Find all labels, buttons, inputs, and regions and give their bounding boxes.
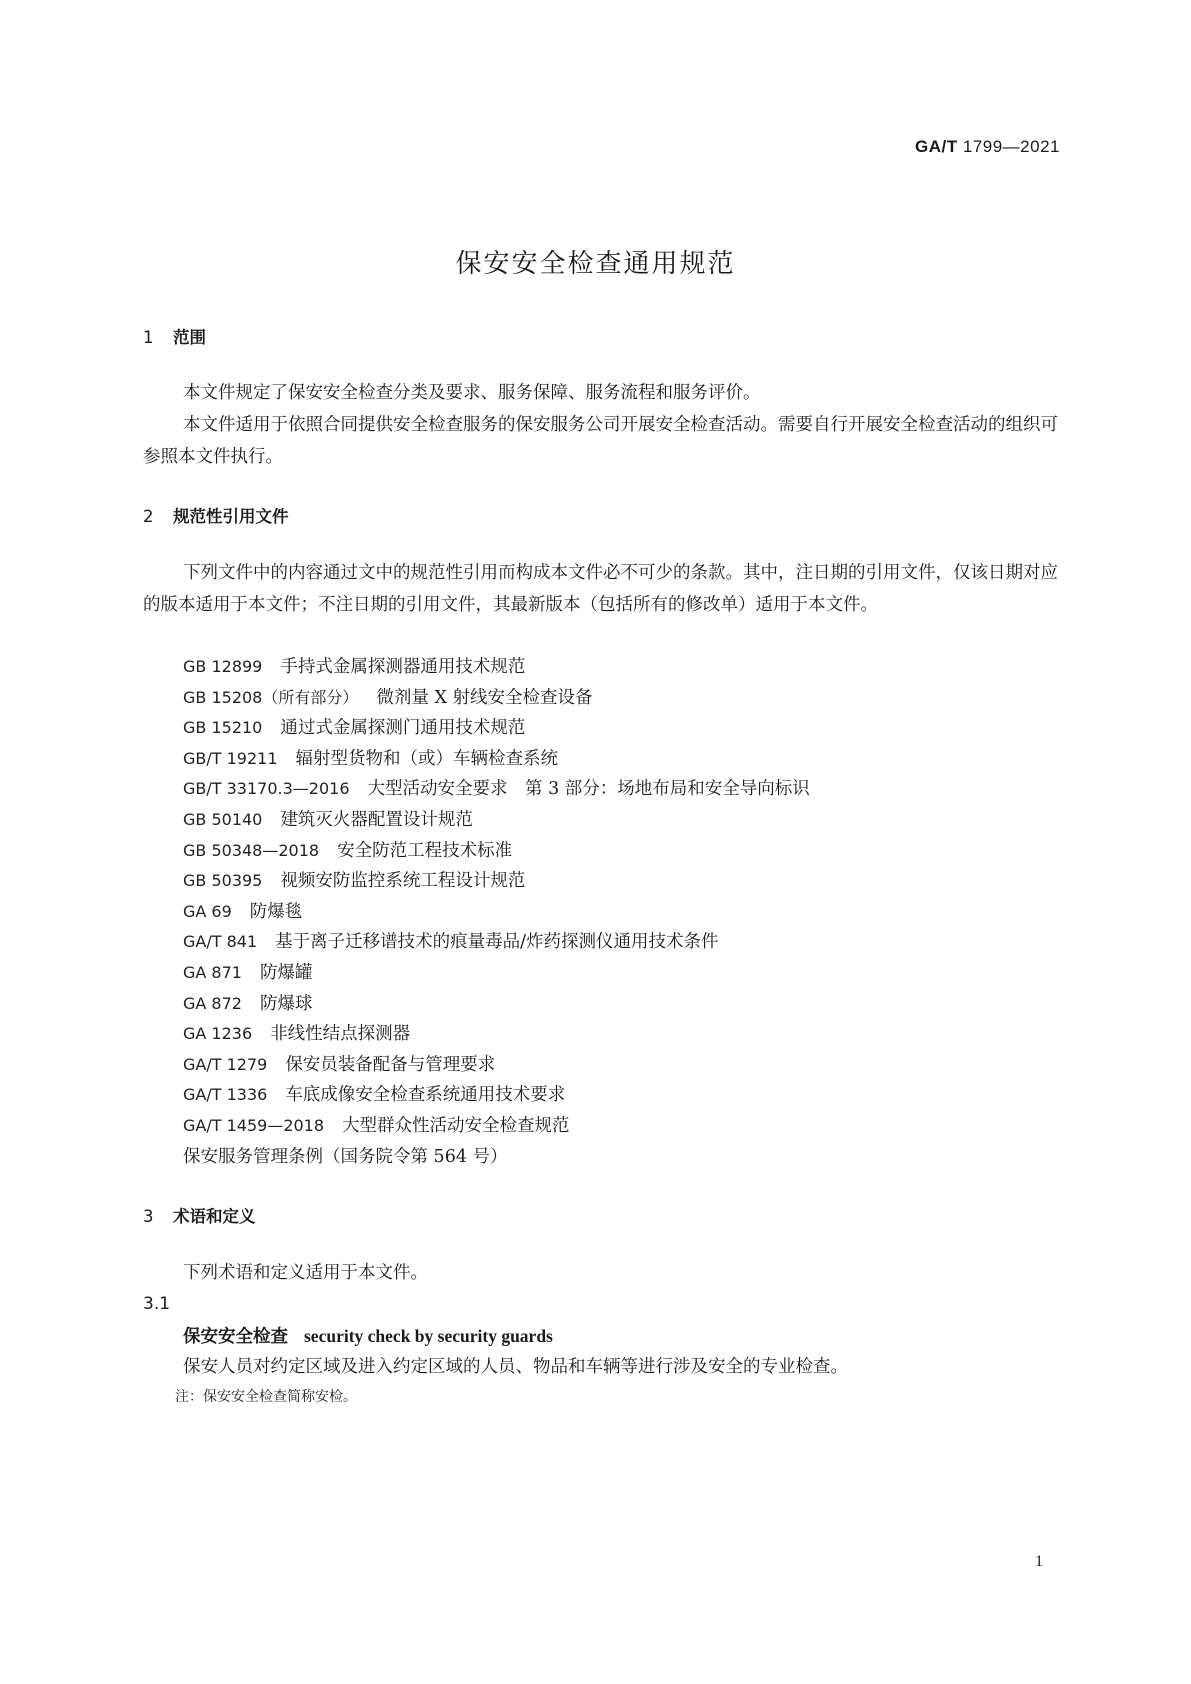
reference-item (183, 959, 312, 984)
reference-code: GB 15210 (183, 718, 263, 738)
reference-item (183, 898, 302, 923)
reference-item (183, 867, 525, 892)
reference-title: 防爆毯 (249, 901, 303, 922)
reference-code: GB 12899 (183, 657, 263, 676)
reference-title: 视频安防监控系统工程设计规范 (280, 871, 526, 892)
reference-item (183, 775, 810, 800)
reference-code: GB/T 19211 (183, 748, 278, 768)
section-3-intro: 下列术语和定义适用于本文件。 (183, 1263, 428, 1283)
section-number: 1 (143, 328, 154, 347)
section-1-heading (143, 324, 206, 348)
section-number: 3 (143, 1207, 154, 1226)
reference-title: 防爆罐 (259, 963, 313, 983)
reference-title: 通过式金属探测门通用技术规范 (280, 718, 526, 739)
reference-title: 车底成像安全检查系统通用技术要求 (285, 1085, 566, 1106)
section-number: 2 (143, 507, 154, 526)
reference-code: GA/T 1279 (183, 1054, 268, 1074)
page-number: 1 (1035, 1553, 1043, 1570)
reference-item (183, 1051, 495, 1076)
reference-title: 非线性结点探测器 (270, 1024, 411, 1045)
section-3-heading (143, 1203, 256, 1227)
reference-title: 安全防范工程技术标准 (337, 840, 513, 861)
term-note: 注：保安安全检查简称安检。 (175, 1389, 357, 1405)
reference-title: 大型活动安全要求 第 3 部分：场地布局和安全导向标识 (367, 779, 810, 800)
reference-item (183, 684, 592, 709)
reference-title: 基于离子迁移谱技术的痕量毒品/炸药探测仪通用技术条件 (275, 932, 719, 953)
standard-code-prefix: GA/T (915, 137, 958, 156)
section-title: 规范性引用文件 (173, 507, 289, 526)
standard-code (915, 137, 1060, 157)
reference-item (183, 806, 473, 831)
section-1-paragraph: 本文件适用于依照合同提供安全检查服务的保安服务公司开展安全检查活动。需要自行开展安全检查活动的组织可参照本文件执行。 (143, 415, 1058, 467)
reference-item (183, 990, 312, 1015)
reference-code: GA/T 841 (183, 932, 258, 952)
reference-code: GB 50348—2018 (183, 840, 320, 860)
reference-code: GA 871 (183, 963, 242, 982)
reference-item (183, 1020, 410, 1045)
reference-item (183, 1112, 570, 1137)
reference-title: 微剂量 X 射线安全检查设备 (376, 687, 593, 708)
reference-code: GB 15208（所有部分） (183, 687, 359, 707)
reference-title: 手持式金属探测器通用技术规范 (280, 657, 526, 677)
term-definition: 保安人员对约定区域及进入约定区域的人员、物品和车辆等进行涉及安全的专业检查。 (183, 1357, 848, 1377)
reference-code: GA 69 (183, 901, 232, 921)
document-title: 保安安全检查通用规范 (455, 249, 736, 279)
section-2-heading (143, 503, 289, 527)
section-title: 范围 (173, 328, 206, 347)
reference-item (183, 714, 525, 739)
reference-item (183, 928, 719, 953)
reference-code: GA/T 1336 (183, 1085, 268, 1105)
reference-code: GA 872 (183, 993, 242, 1013)
reference-item (183, 653, 525, 678)
reference-code: GB 50140 (183, 810, 263, 829)
section-2-intro: 下列文件中的内容通过文中的规范性引用而构成本文件必不可少的条款。其中，注日期的引用文件，仅该日期对应的版本适用于本文件；不注日期的引用文件，其最新版本（包括所有的修改单）适用于本文件。 (143, 563, 1058, 615)
term-heading (183, 1323, 553, 1348)
term-en: security check by security guards (304, 1326, 553, 1346)
section-1-paragraph: 本文件规定了保安安全检查分类及要求、服务保障、服务流程和服务评价。 (183, 383, 761, 403)
reference-title: 辐射型货物和（或）车辆检查系统 (295, 748, 559, 769)
standard-code-number: 1799—2021 (962, 137, 1060, 156)
reference-code: GA 1236 (183, 1024, 253, 1044)
term-number: 3.1 (143, 1294, 171, 1314)
reference-title: 保安服务管理条例（国务院令第 564 号） (183, 1146, 508, 1167)
reference-item (183, 1081, 565, 1106)
section-title: 术语和定义 (173, 1207, 256, 1226)
reference-title: 大型群众性活动安全检查规范 (342, 1116, 570, 1136)
reference-item (183, 837, 512, 862)
reference-title: 建筑灭火器配置设计规范 (280, 810, 473, 830)
reference-code: GA/T 1459—2018 (183, 1116, 325, 1135)
reference-title: 保安员装备配备与管理要求 (285, 1054, 496, 1075)
reference-title: 防爆球 (259, 993, 313, 1014)
reference-code: GB 50395 (183, 871, 263, 891)
reference-item (183, 1143, 508, 1168)
reference-item (183, 745, 558, 770)
term-zh: 保安安全检查 (183, 1327, 288, 1347)
reference-code: GB/T 33170.3—2016 (183, 779, 350, 799)
